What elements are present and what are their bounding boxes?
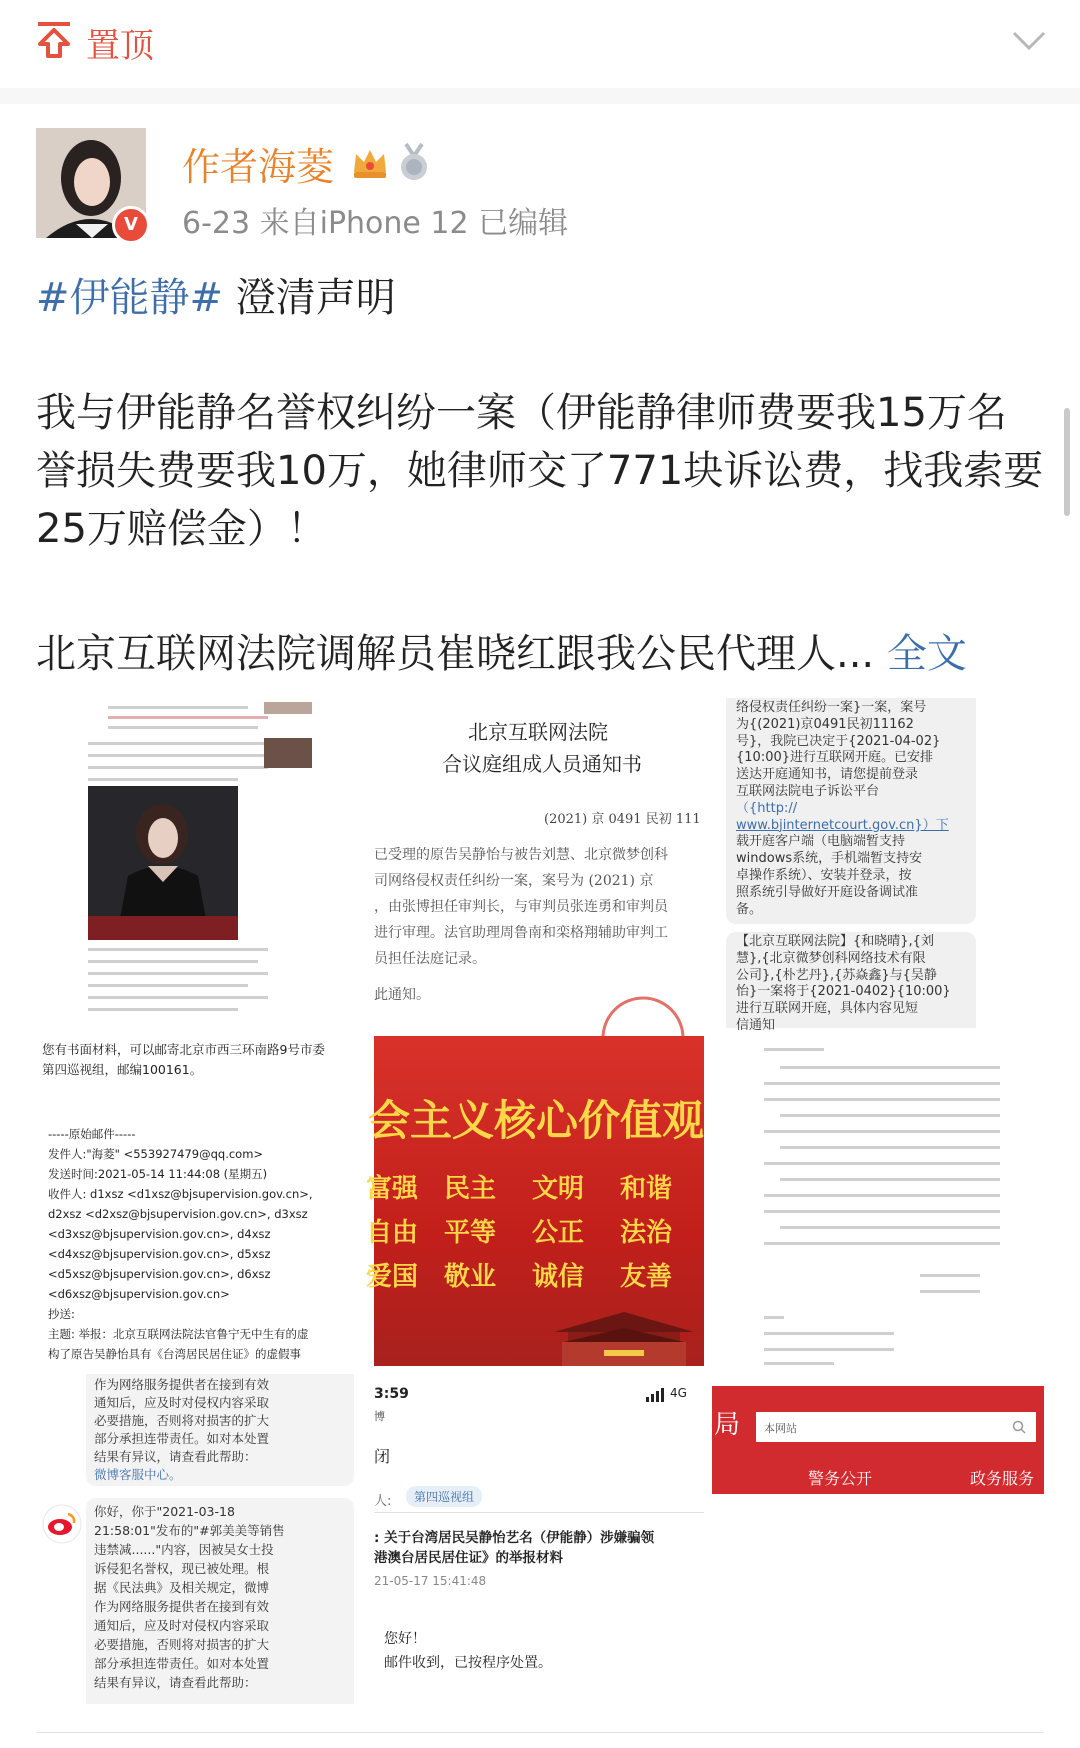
post-meta: 6-23 来自iPhone 12 已编辑 [182,206,569,241]
email-line: 您有书面材料，可以邮寄北京市西三环南路9号市委 [42,1042,325,1057]
email-cc: 抄送: [48,1307,75,1321]
image-article[interactable] [36,698,366,1028]
notice-line: 作为网络服务提供者在接到有效 [94,1377,270,1392]
search-icon[interactable] [1012,1420,1026,1434]
top-bar [0,0,1080,89]
email-header: -----原始邮件----- [48,1127,136,1141]
banner-word: 文明 [532,1174,585,1204]
notice-bubble [86,1498,354,1704]
sms-line: 进行互联网开庭，具体内容见短 [736,1001,919,1017]
hashtag-link[interactable]: #伊能静# [36,275,224,321]
sms-line: 卓操作系统）、安装并登录，按 [736,867,912,883]
notice-line: 结果有异议，请查看此帮助： [94,1449,257,1464]
banner-word: 爱国 [366,1262,419,1292]
email-subject: 主题: 举报：北京互联网法院法官鲁宁无中生有的虚 [48,1327,309,1341]
court-title: 北京互联网法院 [468,720,608,744]
court-line: 已受理的原告吴静怡与被告刘慧、北京微梦创科 [374,847,668,863]
notice-line: 21:58:01"发布的"#郭美美等销售 [94,1523,285,1538]
banner-word: 友善 [620,1262,673,1292]
email-to: <d4xsz@bjsupervision.gov.cn>, d5xsz [48,1247,271,1261]
notice-line: 违禁减......"内容，因被吴女士投 [94,1542,274,1557]
email-subject: 构了原告吴静怡具有《台湾居民居住证》的虚假事 [48,1347,301,1361]
pin-top-icon [34,20,74,60]
notice-bubble [86,1374,354,1486]
court-case-number: (2021) 京 0491 民初 111 [544,812,701,827]
site-search-box[interactable] [756,1412,1036,1442]
mail-date: 21-05-17 15:41:48 [374,1574,487,1588]
email-to: d2xsz <d2xsz@bjsupervision.gov.cn>, d3xsz [48,1207,308,1221]
email-to: <d3xsz@bjsupervision.gov.cn>, d4xsz [48,1227,271,1241]
image-weibo-notice[interactable] [36,1374,366,1704]
post-headline [36,266,396,323]
source-label: 博 [374,1410,385,1423]
status-time: 3:59 [374,1386,409,1402]
post-paragraph-2 [36,622,1056,679]
banner-word: 诚信 [532,1262,585,1292]
banner-word: 民主 [444,1174,497,1204]
notice-line: 必要措施，否则将对损害的扩大 [94,1413,270,1428]
sms-line: 互联网法院电子诉讼平台 [736,783,880,799]
notice-line: 结果有异议，请查看此帮助： [94,1675,257,1690]
email-to: 收件人: d1xsz <d1xsz@bjsupervision.gov.cn>, [48,1187,313,1201]
email-sent: 发送时间:2021-05-14 11:44:08 (星期五) [48,1167,268,1181]
sms-line: 号}，我院已决定于{2021-04-02} [736,733,941,749]
court-line: 此通知。 [374,987,430,1003]
recipient-chip[interactable]: 第四巡视组 [406,1486,482,1507]
chevron-down-icon[interactable] [1012,30,1046,52]
banner-title: 会主义核心价值观 [368,1096,705,1145]
notice-line: 通知后，应及时对侵权内容采取 [94,1618,270,1633]
mail-greeting: 您好！ [384,1631,426,1647]
notice-line: 通知后，应及时对侵权内容采取 [94,1395,270,1410]
crown-icon [350,142,390,182]
banner-word: 敬业 [444,1262,497,1292]
banner-word: 公正 [532,1218,585,1248]
sms-line: 信通知 [736,1017,776,1033]
signal-icon [646,1388,666,1402]
court-line: ，由张博担任审判长，与审判员张连勇和审判员 [374,899,668,915]
court-subtitle: 合议庭组成人员通知书 [442,752,642,776]
sms-line: 为{(2021)京0491民初11162 [736,716,914,732]
separator [0,88,1080,104]
read-more-link[interactable]: 全文 [886,631,967,677]
notice-line: 你好，你于"2021-03-18 [94,1504,235,1519]
sms-line: 络侵权责任纠纷一案}一案，案号 [736,700,927,715]
sms-line: 公司},{朴艺丹},{苏焱鑫}与{吴静 [736,967,937,983]
image-phone-mail[interactable] [374,1374,704,1704]
banner-word: 自由 [366,1218,419,1248]
sms-line: 送达开庭通知书，请您提前登录 [736,767,919,783]
article-photo [88,786,238,940]
email-to: <d6xsz@bjsupervision.gov.cn> [48,1287,230,1301]
email-line: 第四巡视组，邮编100161。 [42,1062,203,1077]
headline-text: 澄清声明 [223,275,396,321]
image-email[interactable] [36,1036,366,1366]
notice-line: 据《民法典》及相关规定，微博 [94,1580,270,1595]
sms-line: windows系统，手机端暂支持安 [736,851,923,867]
sms-line: 【北京互联网法院】{和晓晴},{刘 [736,934,934,949]
bottom-divider [36,1732,1044,1733]
verified-badge-icon: V [112,206,150,244]
banner-word: 平等 [444,1218,497,1248]
close-button[interactable]: 闭 [374,1447,391,1466]
sms-line: {10:00}进行互联网开庭。已安排 [736,750,934,766]
banner-word: 法治 [620,1218,673,1248]
image-sms[interactable] [712,698,1044,1033]
image-banner[interactable] [366,1036,705,1366]
notice-line: 作为网络服务提供者在接到有效 [94,1599,270,1614]
sms-line: 备。 [736,901,763,917]
author-name[interactable]: 作者海菱 [182,145,335,189]
mail-subject: 港澳台居民居住证》的举报材料 [374,1550,563,1566]
image-police-site[interactable] [712,1374,1044,1704]
sms-line: 照系统引导做好开庭设备调试准 [736,884,919,900]
court-line: 进行审理。法官助理周鲁南和栾格翔辅助审判工 [374,925,668,941]
to-label: 人: [374,1494,392,1509]
email-from: 发件人:"海菱" <553927479@qq.com> [48,1147,264,1161]
banner-word: 和谐 [620,1174,673,1204]
status-carrier: 4G [670,1386,687,1400]
notice-line: 部分承担连带责任。如对本处置 [94,1656,270,1671]
tiananmen-icon [544,1296,704,1366]
medal-icon [396,142,432,182]
paragraph-2-text: 北京互联网法院调解员崔晓红跟我公民代理人... [36,631,887,677]
notice-line: 必要措施，否则将对损害的扩大 [94,1637,270,1652]
sms-bubble [726,698,976,924]
sms-line: 怡}一案将于{2021-0402}{10:00} [736,984,951,1000]
sms-line: 载开庭客户端（电脑端暂支持 [736,834,906,850]
weibo-logo-icon [42,1504,82,1544]
post-paragraph: 我与伊能静名誉权纠纷一案（伊能静律师费要我15万名誉损失费要我10万，她律师交了771块诉讼费，找我索要25万赔偿金）！ [36,390,1044,552]
mail-body: 邮件收到，已按程序处置。 [384,1655,552,1671]
image-court-notice[interactable] [374,698,704,1028]
nav-government-services[interactable]: 政务服务 [970,1469,1035,1488]
banner-word: 富强 [366,1174,419,1204]
search-scope: 本网站 [764,1422,797,1435]
sms-bubble [726,932,976,1033]
sms-line: （{http:// [736,800,798,816]
court-line: 员担任法庭记录。 [374,951,486,967]
pinned-label: 置顶 [86,26,154,66]
notice-line: 部分承担连带责任。如对本处置 [94,1431,270,1446]
nav-police-affairs[interactable]: 警务公开 [808,1469,873,1488]
sms-line: 慧},{北京微梦创科网络技术有限 [736,950,926,966]
email-to: <d5xsz@bjsupervision.gov.cn>, d6xsz [48,1267,271,1281]
bureau-char: 局 [714,1410,741,1440]
image-report-letter[interactable] [712,1036,1044,1366]
sms-link[interactable]: www.bjinternetcourt.gov.cn}）下 [736,817,949,833]
weibo-service-link[interactable]: 微博客服中心。 [94,1467,182,1482]
mail-subject: : 关于台湾居民吴静怡艺名（伊能静）涉嫌骗领 [374,1530,655,1546]
notice-line: 诉侵犯名誉权，现已被处理。根 [94,1561,270,1576]
court-line: 司网络侵权责任纠纷一案，案号为 (2021) 京 [374,873,654,889]
scrollbar[interactable] [1064,408,1070,516]
